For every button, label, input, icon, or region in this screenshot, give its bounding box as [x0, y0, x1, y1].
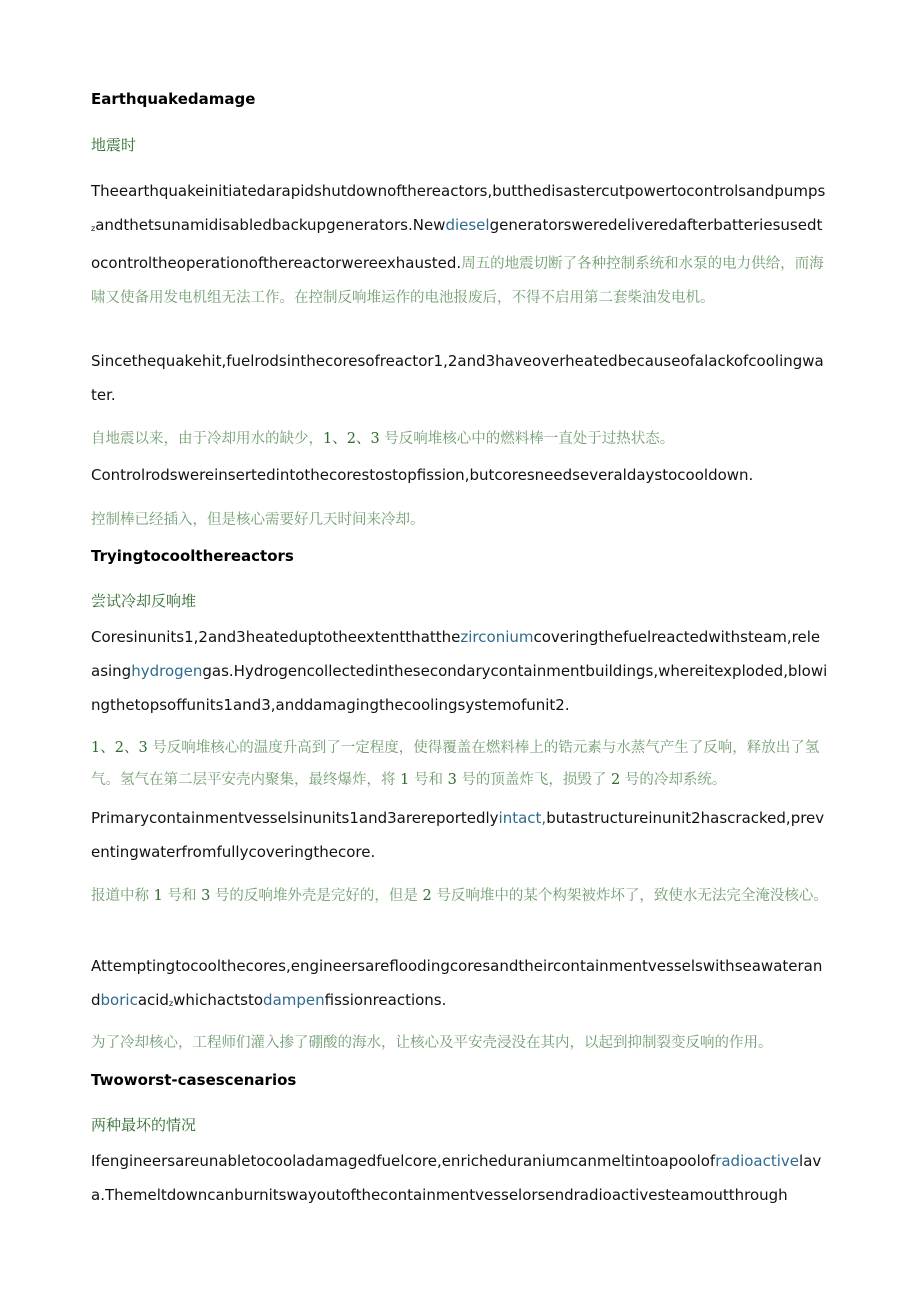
- paragraph-cooling-2: Primarycontainmentvesselsinunits1and3arereportedlyintact,butastructureinunit2hascracked,preventingwaterfromfullycoveringthecore.: [91, 809, 825, 861]
- paragraph-cooling-1-zh: 1、2、3 号反响堆核心的温度升高到了一定程度，使得覆盖在燃料棒上的锆元素与水蒸气产生了反响，释放出了氢气。氢气在第二层平安壳内聚集，最终爆炸，将 1 号和 3 号的顶盖炸飞，损毁了 2 号的冷却系统。: [91, 740, 820, 788]
- section-heading-cooling: Tryingtocoolthereactors: [91, 547, 294, 565]
- highlight-term: hydrogen: [131, 662, 203, 680]
- paragraph-earthquake-1: Theearthquakeinitiatedarapidshutdownofthereactors,butthedisastercutpowertocontrolsandpumps$_z$andthetsunamidisabledbackupgenerators.Newdieselgeneratorsweredeliveredafterbatteriesusedtocontroltheoperationofthereactorwereexhausted.周五的地震切断了各种控制系统和水泵的电力供给，而海啸又使备用发电机组无法工作。在控制反响堆运作的电池报废后，不得不启用第二套柴油发电机。: [91, 182, 826, 306]
- paragraph-earthquake-3: Controlrodswereinsertedintothecorestostopfission,butcoresneedseveraldaystocooldown.: [91, 466, 754, 484]
- highlight-term: boric: [100, 991, 138, 1009]
- highlight-term: zirconium: [460, 628, 534, 646]
- paragraph-earthquake-1-zh: 周五的地震切断了各种控制系统和水泵的电力供给，而海啸又使备用发电机组无法工作。在控制反响堆运作的电池报废后，不得不启用第二套柴油发电机。: [91, 256, 824, 306]
- section-heading-worst: Twoworst-casescenarios: [91, 1071, 297, 1089]
- highlight-term: dampen: [263, 991, 325, 1009]
- paragraph-cooling-2-zh: 报道中称 1 号和 3 号的反响堆外壳是完好的，但是 2 号反响堆中的某个构架被炸坏了，致使水无法完全淹没核心。: [91, 888, 828, 904]
- section-heading-worst-zh: 两种最坏的情况: [91, 1116, 197, 1134]
- highlight-term: intact,: [498, 809, 547, 827]
- highlight-term: diesel: [445, 216, 490, 234]
- highlight-term: radioactive: [715, 1152, 800, 1170]
- section-heading-earthquake: Earthquakedamage: [91, 90, 256, 108]
- paragraph-cooling-3-zh: 为了冷却核心，工程师们灌入掺了硼酸的海水，让核心及平安壳浸没在其内，以起到抑制裂变反响的作用。: [91, 1035, 773, 1051]
- paragraph-earthquake-2-zh: 自地震以来，由于冷却用水的缺少，1、2、3 号反响堆核心中的燃料棒一直处于过热状态。: [91, 431, 675, 447]
- paragraph-cooling-1: Coresinunits1,2and3heateduptotheextentthatthezirconiumcoveringthefuelreactedwithsteam,releasinghydrogengas.Hydrogencollectedinthesecondarycontainmentbuildings,whereitexploded,blowingthetopsoffunits1and3,anddamagingthecoolingsystemofunit2.: [91, 628, 828, 714]
- paragraph-earthquake-3-zh: 控制棒已经插入，但是核心需要好几天时间来冷却。: [91, 512, 425, 528]
- paragraph-cooling-3: Attemptingtocoolthecores,engineersarefloodingcoresandtheircontainmentvesselswithseawaterandboricacid$_z$whichactstodampenfissionreactions.: [91, 957, 823, 1009]
- paragraph-worst-1: Ifengineersareunabletocooladamagedfuelcore,enricheduraniumcanmeltintoapoolofradioactivelava.Themeltdowncanburnitswayoutofthecontainmentvesselorsendradioactivesteamoutthrough: [91, 1152, 822, 1204]
- paragraph-earthquake-2: Sincethequakehit,fuelrodsinthecoresofreactor1,2and3haveoverheatedbecauseofalackofcoolingwater.: [91, 352, 824, 404]
- section-heading-cooling-zh: 尝试冷却反响堆: [91, 592, 197, 610]
- section-heading-earthquake-zh: 地震时: [91, 136, 137, 154]
